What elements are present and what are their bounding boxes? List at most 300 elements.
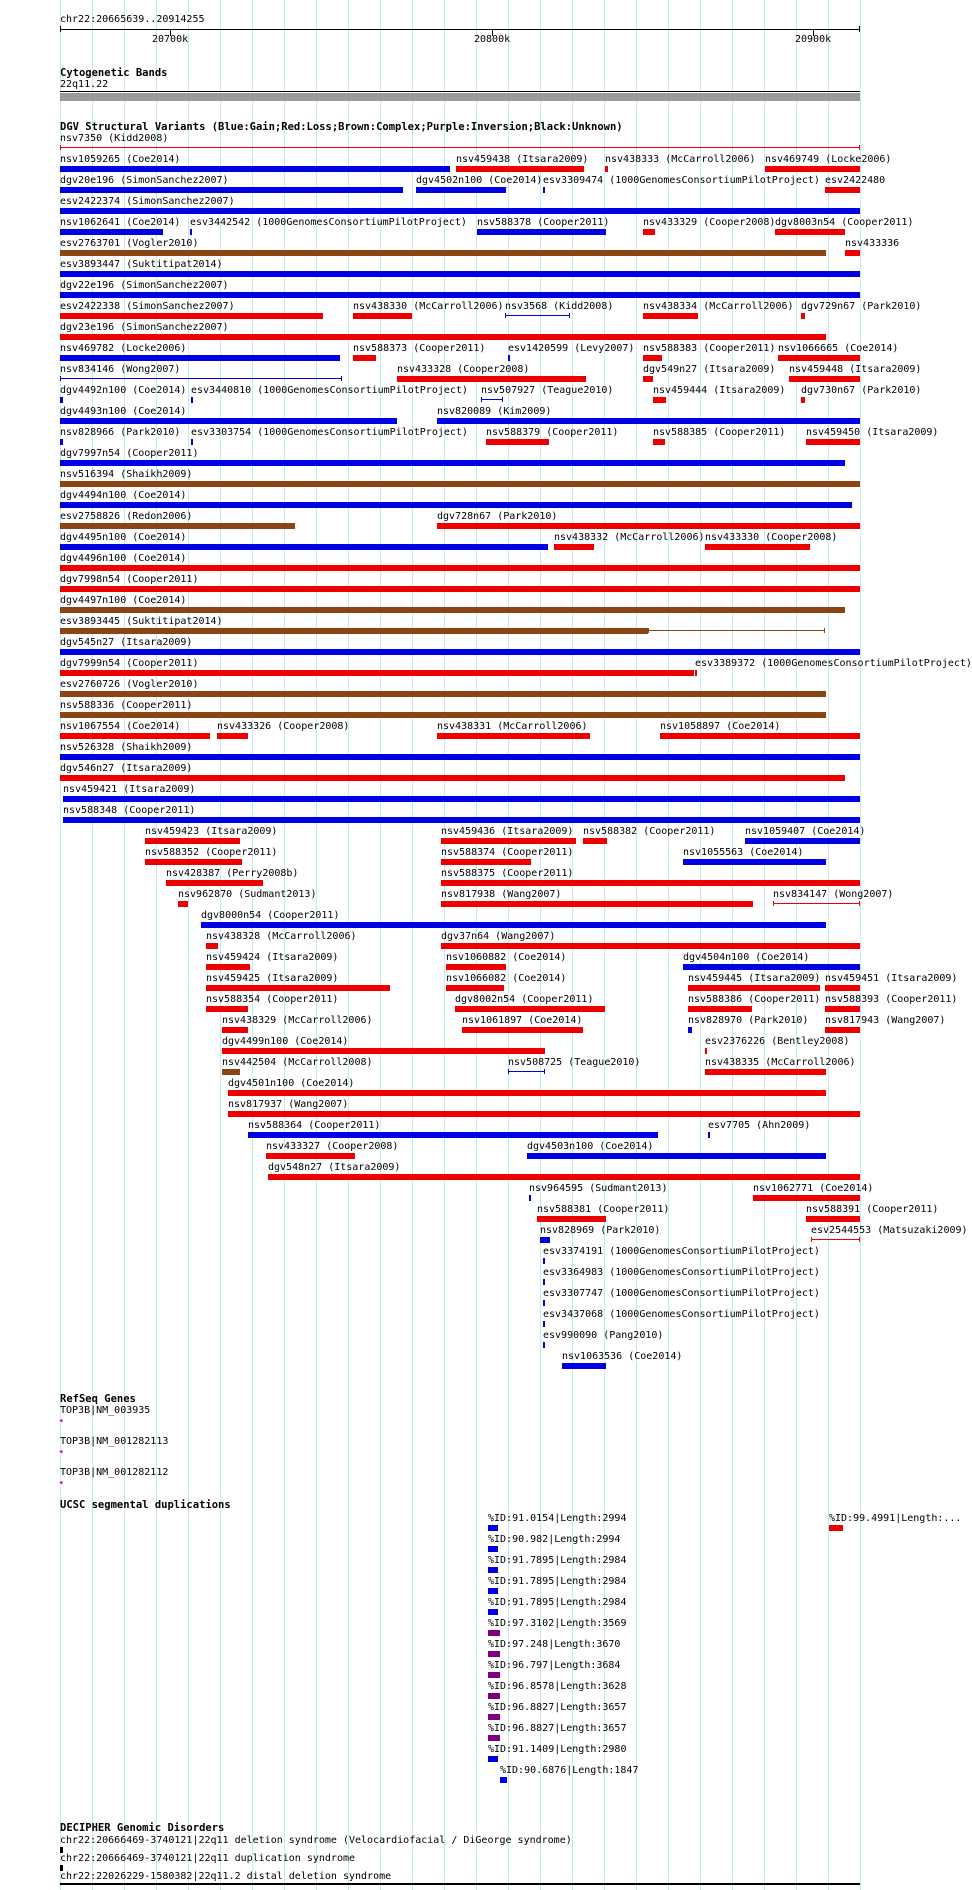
dgv-variant-label: nsv459436 (Itsara2009) (441, 826, 574, 837)
dgv-variant-bar[interactable] (455, 1006, 605, 1012)
dgv-variant-bar[interactable] (60, 334, 826, 340)
dgv-variant-label: nsv588352 (Cooper2011) (145, 847, 278, 858)
dgv-variant-bar[interactable] (60, 607, 845, 613)
dgv-variant-bar[interactable] (583, 838, 607, 844)
decipher-label: chr22:20666469-3740121|22q11 deletion syndrome (Velocardiofacial / DiGeorge syndrome) (60, 1835, 572, 1846)
dgv-variant-bar[interactable] (60, 565, 860, 571)
dgv-variant-label: nsv817943 (Wang2007) (825, 1015, 946, 1026)
dgv-variant-bar[interactable] (605, 166, 608, 172)
dgv-variant-label: dgv8002n54 (Cooper2011) (455, 994, 594, 1005)
segdup-label: %ID:97.248|Length:3670 (488, 1639, 621, 1650)
segdup-label: %ID:96.8827|Length:3657 (488, 1702, 627, 1713)
dgv-variant-bar[interactable] (60, 712, 826, 718)
dgv-variant-label: nsv817938 (Wang2007) (441, 889, 562, 900)
dgv-variant-bar[interactable] (60, 355, 340, 361)
dgv-variant-bar[interactable] (60, 418, 397, 424)
dgv-variant-label: esv3309474 (1000GenomesConsortiumPilotProject) (543, 175, 820, 186)
dgv-variant-label: dgv8000n54 (Cooper2011) (201, 910, 340, 921)
dgv-variant-label: nsv459425 (Itsara2009) (206, 973, 339, 984)
dgv-variant-label: dgv7998n54 (Cooper2011) (60, 574, 199, 585)
dgv-variant-label: esv2422338 (SimonSanchez2007) (60, 301, 235, 312)
dgv-variant-bar[interactable] (811, 1239, 860, 1240)
dgv-variant-bar[interactable] (543, 1321, 545, 1327)
dgv-variant-label: nsv508725 (Teague2010) (508, 1057, 641, 1068)
dgv-variant-bar[interactable] (554, 544, 594, 550)
dgv-variant-bar[interactable] (222, 1027, 248, 1033)
dgv-variant-bar[interactable] (481, 399, 503, 400)
segdup-bar[interactable] (488, 1651, 500, 1657)
dgv-variant-label: dgv730n67 (Park2010) (801, 385, 922, 396)
dgv-variant-label: dgv20e196 (SimonSanchez2007) (60, 175, 229, 186)
dgv-variant-bar[interactable] (145, 838, 240, 844)
dgv-variant-bar-end (859, 145, 860, 150)
dgv-variant-bar[interactable] (60, 733, 210, 739)
dgv-variant-bar[interactable] (206, 985, 390, 991)
dgv-variant-label: nsv588375 (Cooper2011) (441, 868, 574, 879)
dgv-variant-label: nsv820089 (Kim2009) (437, 406, 552, 417)
dgv-variant-bar[interactable] (825, 1006, 860, 1012)
gene-strand-icon[interactable]: ◂ (58, 1416, 64, 1426)
segdup-label: %ID:90.982|Length:2994 (488, 1534, 621, 1545)
dgv-variant-bar[interactable] (688, 1006, 752, 1012)
dgv-variant-bar[interactable] (543, 1279, 545, 1285)
segdup-label: %ID:91.0154|Length:2994 (488, 1513, 627, 1524)
dgv-variant-bar[interactable] (60, 586, 860, 592)
dgv-variant-bar[interactable] (60, 502, 852, 508)
dgv-variant-label: nsv459444 (Itsara2009) (653, 385, 786, 396)
dgv-variant-bar[interactable] (397, 376, 586, 382)
dgv-variant-bar[interactable] (441, 901, 753, 907)
dgv-variant-bar[interactable] (416, 187, 506, 193)
dgv-variant-label: nsv588354 (Cooper2011) (206, 994, 339, 1005)
dgv-variant-bar[interactable] (789, 376, 860, 382)
dgv-variant-bar[interactable] (801, 397, 805, 403)
dgv-variant-bar[interactable] (60, 439, 63, 445)
dgv-variant-bar[interactable] (191, 439, 193, 445)
dgv-variant-label: nsv1058897 (Coe2014) (660, 721, 781, 732)
dgv-variant-label: nsv588348 (Cooper2011) (63, 805, 196, 816)
dgv-variant-bar[interactable] (643, 376, 653, 382)
dgv-variant-label: esv3440810 (1000GenomesConsortiumPilotProject) (191, 385, 468, 396)
dgv-variant-label: nsv834146 (Wong2007) (60, 364, 181, 375)
dgv-variant-label: dgv4499n100 (Coe2014) (222, 1036, 349, 1047)
dgv-variant-bar[interactable] (441, 859, 531, 865)
dgv-variant-label: dgv4493n100 (Coe2014) (60, 406, 187, 417)
dgv-variant-label: nsv433327 (Cooper2008) (266, 1141, 399, 1152)
dgv-variant-label: nsv828969 (Park2010) (540, 1225, 661, 1236)
dgv-variant-bar[interactable] (708, 1132, 710, 1138)
dgv-variant-bar[interactable] (688, 985, 820, 991)
dgv-variant-label: esv2422480 (825, 175, 886, 186)
dgv-variant-bar[interactable] (643, 355, 662, 361)
segdup-bar[interactable] (488, 1588, 498, 1594)
dgv-variant-label: nsv588385 (Cooper2011) (653, 427, 786, 438)
dgv-variant-label: esv3307747 (1000GenomesConsortiumPilotProject) (543, 1288, 820, 1299)
dgv-variant-label: esv1420599 (Levy2007) (508, 343, 635, 354)
dgv-variant-bar[interactable] (745, 838, 860, 844)
dgv-variant-label: nsv588378 (Cooper2011) (477, 217, 610, 228)
dgv-variant-label: esv2758826 (Redon2006) (60, 511, 193, 522)
dgv-variant-label: dgv4504n100 (Coe2014) (683, 952, 810, 963)
dgv-variant-label: esv2544553 (Matsuzaki2009) (811, 1225, 968, 1236)
dgv-variant-label: esv7705 (Ahn2009) (708, 1120, 811, 1131)
dgv-variant-bar[interactable] (778, 355, 860, 361)
refseq-gene-label: TOP3B|NM_003935 (60, 1405, 151, 1416)
dgv-variant-label: dgv23e196 (SimonSanchez2007) (60, 322, 229, 333)
dgv-variant-bar[interactable] (801, 313, 805, 319)
dgv-variant-bar[interactable] (705, 1048, 707, 1054)
dgv-variant-label: nsv459424 (Itsara2009) (206, 952, 339, 963)
dgv-variant-label: esv990090 (Pang2010) (543, 1330, 664, 1341)
dgv-variant-label: nsv438330 (McCarroll2006) (353, 301, 504, 312)
dgv-variant-label: nsv588386 (Cooper2011) (688, 994, 821, 1005)
dgv-variant-bar[interactable] (222, 1069, 240, 1075)
dgv-variant-label: dgv548n27 (Itsara2009) (268, 1162, 401, 1173)
dgv-variant-bar[interactable] (206, 943, 218, 949)
dgv-variant-label: nsv588393 (Cooper2011) (825, 994, 958, 1005)
dgv-variant-bar[interactable] (486, 439, 549, 445)
dgv-variant-bar-end (648, 628, 649, 633)
dgv-variant-label: nsv588391 (Cooper2011) (806, 1204, 939, 1215)
dgv-variant-label: nsv428387 (Perry2008b) (166, 868, 299, 879)
dgv-variant-bar-end (811, 1237, 812, 1242)
dgv-variant-bar[interactable] (60, 250, 826, 256)
dgv-variant-bar[interactable] (441, 943, 860, 949)
dgv-variant-label: nsv438328 (McCarroll2006) (206, 931, 357, 942)
region-coordinates: chr22:20665639..20914255 (60, 14, 205, 25)
dgv-variant-label: nsv588373 (Cooper2011) (353, 343, 486, 354)
dgv-variant-bar[interactable] (228, 1090, 826, 1096)
dgv-variant-bar-end (505, 313, 506, 318)
dgv-variant-label: nsv7350 (Kidd2008) (60, 133, 169, 144)
segdup-bar[interactable] (488, 1714, 500, 1720)
dgv-variant-bar[interactable] (705, 1069, 826, 1075)
segdup-label: %ID:96.8827|Length:3657 (488, 1723, 627, 1734)
dgv-variant-label: nsv459423 (Itsara2009) (145, 826, 278, 837)
dgv-variant-label: dgv7999n54 (Cooper2011) (60, 658, 199, 669)
dgv-variant-bar[interactable] (695, 670, 697, 676)
dgv-variant-label: nsv1066082 (Coe2014) (446, 973, 567, 984)
dgv-variant-bar[interactable] (462, 1027, 583, 1033)
dgv-variant-label: esv3364983 (1000GenomesConsortiumPilotProject) (543, 1267, 820, 1278)
decipher-label: chr22:22026229-1580382|22q11.2 distal deletion syndrome (60, 1871, 392, 1882)
dgv-variant-bar[interactable] (222, 1048, 545, 1054)
dgv-variant-bar[interactable] (60, 691, 826, 697)
dgv-variant-bar[interactable] (266, 1153, 355, 1159)
dgv-variant-label: nsv438331 (McCarroll2006) (437, 721, 588, 732)
dgv-variant-bar[interactable] (60, 229, 163, 235)
dgv-variant-label: nsv438333 (McCarroll2006) (605, 154, 756, 165)
dgv-variant-label: nsv1066665 (Coe2014) (778, 343, 899, 354)
dgv-variant-label: esv2422374 (SimonSanchez2007) (60, 196, 235, 207)
dgv-variant-bar[interactable] (825, 1027, 860, 1033)
dgv-variant-bar[interactable] (753, 1195, 860, 1201)
dgv-variant-label: nsv1061897 (Coe2014) (462, 1015, 583, 1026)
dgv-variant-bar-end (859, 901, 860, 906)
segdup-bar[interactable] (488, 1756, 498, 1762)
segdup-label: %ID:96.797|Length:3684 (488, 1660, 621, 1671)
dgv-variant-bar[interactable] (60, 187, 403, 193)
dgv-variant-bar[interactable] (60, 397, 63, 403)
segdup-bar[interactable] (500, 1777, 507, 1783)
dgv-variant-label: dgv37n64 (Wang2007) (441, 931, 556, 942)
segdup-label: %ID:91.1409|Length:2980 (488, 1744, 627, 1755)
dgv-variant-label: nsv817937 (Wang2007) (228, 1099, 349, 1110)
dgv-variant-bar[interactable] (683, 964, 860, 970)
segdup-bar[interactable] (488, 1525, 498, 1531)
segdup-label: %ID:90.6876|Length:1847 (500, 1765, 639, 1776)
dgv-variant-label: nsv459450 (Itsara2009) (806, 427, 939, 438)
dgv-variant-bar[interactable] (190, 229, 192, 235)
dgv-variant-label: nsv433329 (Cooper2008) (643, 217, 776, 228)
dgv-variant-bar[interactable] (353, 355, 376, 361)
dgv-variant-bar[interactable] (825, 985, 860, 991)
dgv-variant-bar[interactable] (643, 229, 655, 235)
dgv-variant-bar[interactable] (60, 544, 548, 550)
dgv-variant-label: nsv433326 (Cooper2008) (217, 721, 350, 732)
dgv-variant-bar[interactable] (63, 817, 860, 823)
dgv-variant-bar[interactable] (60, 628, 648, 634)
dgv-variant-label: nsv964595 (Sudmant2013) (529, 1183, 668, 1194)
segdup-bar[interactable] (488, 1693, 500, 1699)
dgv-variant-label: nsv3568 (Kidd2008) (505, 301, 614, 312)
dgv-variant-bar[interactable] (437, 733, 590, 739)
dgv-variant-bar[interactable] (60, 649, 860, 655)
dgv-variant-label: nsv442504 (McCarroll2008) (222, 1057, 373, 1068)
dgv-variant-bar[interactable] (60, 166, 450, 172)
dgv-track-title: DGV Structural Variants (Blue:Gain;Red:Loss;Brown:Complex;Purple:Inversion;Black:Unknown) (60, 121, 623, 133)
gene-strand-icon[interactable]: ◂ (58, 1447, 64, 1457)
dgv-variant-label: nsv588381 (Cooper2011) (537, 1204, 670, 1215)
segdup-bar[interactable] (829, 1525, 843, 1531)
dgv-variant-label: nsv1059265 (Coe2014) (60, 154, 181, 165)
dgv-variant-bar[interactable] (268, 1174, 860, 1180)
dgv-variant-bar[interactable] (437, 418, 860, 424)
dgv-variant-label: nsv1059407 (Coe2014) (745, 826, 866, 837)
dgv-variant-label: nsv459448 (Itsara2009) (789, 364, 922, 375)
segdup-bar[interactable] (488, 1546, 498, 1552)
dgv-variant-bar[interactable] (477, 229, 606, 235)
dgv-variant-bar[interactable] (543, 1300, 545, 1306)
dgv-variant-bar-end (508, 1069, 509, 1074)
dgv-variant-label: dgv4492n100 (Coe2014) (60, 385, 187, 396)
dgv-variant-bar[interactable] (543, 187, 545, 193)
dgv-variant-label: nsv834147 (Wong2007) (773, 889, 894, 900)
dgv-variant-label: nsv438335 (McCarroll2006) (705, 1057, 856, 1068)
dgv-variant-bar[interactable] (660, 733, 860, 739)
dgv-variant-label: nsv588383 (Cooper2011) (643, 343, 776, 354)
dgv-variant-label: dgv729n67 (Park2010) (801, 301, 922, 312)
dgv-variant-bar[interactable] (60, 460, 845, 466)
dgv-variant-bar[interactable] (201, 922, 826, 928)
dgv-variant-bar[interactable] (705, 544, 810, 550)
dgv-variant-bar[interactable] (648, 630, 825, 631)
dgv-variant-bar[interactable] (206, 1006, 248, 1012)
dgv-variant-label: nsv459451 (Itsara2009) (825, 973, 958, 984)
dgv-variant-bar-end (773, 901, 774, 906)
dgv-variant-bar-end (481, 397, 482, 402)
dgv-variant-bar-end (569, 313, 570, 318)
dgv-variant-label: nsv507927 (Teague2010) (481, 385, 614, 396)
dgv-variant-bar[interactable] (688, 1027, 692, 1033)
dgv-variant-label: dgv4496n100 (Coe2014) (60, 553, 187, 564)
dgv-variant-bar[interactable] (217, 733, 248, 739)
segdup-bar[interactable] (488, 1735, 500, 1741)
dgv-variant-bar-end (60, 376, 61, 381)
dgv-variant-label: esv2376226 (Bentley2008) (705, 1036, 850, 1047)
dgv-variant-label: dgv4502n100 (Coe2014) (416, 175, 543, 186)
dgv-variant-label: dgv4503n100 (Coe2014) (527, 1141, 654, 1152)
dgv-variant-bar[interactable] (60, 670, 694, 676)
cytoband-name: 22q11.22 (60, 79, 109, 90)
dgv-variant-bar[interactable] (825, 187, 860, 193)
dgv-variant-label: nsv828970 (Park2010) (688, 1015, 809, 1026)
dgv-variant-bar[interactable] (806, 439, 860, 445)
dgv-variant-bar[interactable] (178, 901, 188, 907)
dgv-variant-label: nsv469782 (Locke2006) (60, 343, 187, 354)
dgv-variant-bar[interactable] (353, 313, 412, 319)
dgv-variant-bar-end (60, 145, 61, 150)
dgv-variant-bar[interactable] (773, 903, 860, 904)
decipher-bar[interactable] (60, 1883, 860, 1885)
dgv-variant-label: dgv8003n54 (Cooper2011) (775, 217, 914, 228)
dgv-variant-bar[interactable] (206, 964, 250, 970)
dgv-variant-bar[interactable] (446, 985, 504, 991)
dgv-variant-bar[interactable] (441, 880, 860, 886)
dgv-variant-bar[interactable] (527, 1153, 826, 1159)
dgv-variant-label: nsv433328 (Cooper2008) (397, 364, 530, 375)
dgv-variant-label: nsv1062641 (Coe2014) (60, 217, 181, 228)
ruler-tick-label: 20700k (152, 34, 189, 45)
dgv-variant-label: dgv4501n100 (Coe2014) (228, 1078, 355, 1089)
decipher-track-title: DECIPHER Genomic Disorders (60, 1822, 225, 1834)
ruler-tick-label: 20800k (474, 34, 511, 45)
dgv-variant-label: nsv1063536 (Coe2014) (562, 1351, 683, 1362)
segdup-label: %ID:91.7895|Length:2984 (488, 1597, 627, 1608)
dgv-variant-label: nsv828966 (Park2010) (60, 427, 181, 438)
dgv-variant-bar[interactable] (683, 859, 826, 865)
cytoband-track-title: Cytogenetic Bands (60, 67, 168, 79)
dgv-variant-label: nsv433330 (Cooper2008) (705, 532, 838, 543)
dgv-variant-label: dgv546n27 (Itsara2009) (60, 763, 193, 774)
segdup-bar[interactable] (488, 1672, 500, 1678)
dgv-variant-bar[interactable] (60, 775, 845, 781)
dgv-variant-bar[interactable] (456, 166, 584, 172)
dgv-variant-bar[interactable] (643, 313, 698, 319)
segdup-label: %ID:96.8578|Length:3628 (488, 1681, 627, 1692)
dgv-variant-label: nsv588336 (Cooper2011) (60, 700, 193, 711)
refseq-track-title: RefSeq Genes (60, 1393, 136, 1405)
dgv-variant-label: nsv962870 (Sudmant2013) (178, 889, 317, 900)
dgv-variant-bar[interactable] (508, 1071, 545, 1072)
dgv-variant-bar[interactable] (562, 1363, 606, 1369)
dgv-variant-bar[interactable] (248, 1132, 658, 1138)
dgv-variant-bar[interactable] (765, 166, 860, 172)
dgv-variant-bar[interactable] (437, 523, 860, 529)
dgv-variant-label: esv3893445 (Suktitipat2014) (60, 616, 223, 627)
dgv-variant-label: dgv728n67 (Park2010) (437, 511, 558, 522)
dgv-variant-bar[interactable] (228, 1111, 860, 1117)
dgv-variant-bar[interactable] (60, 481, 860, 487)
segdup-track-title: UCSC segmental duplications (60, 1499, 231, 1511)
refseq-gene-label: TOP3B|NM_001282112 (60, 1467, 169, 1478)
dgv-variant-label: nsv1062771 (Coe2014) (753, 1183, 874, 1194)
dgv-variant-bar[interactable] (537, 1216, 606, 1222)
dgv-variant-bar[interactable] (60, 147, 860, 148)
dgv-variant-bar[interactable] (446, 964, 506, 970)
dgv-variant-bar[interactable] (505, 315, 570, 316)
dgv-variant-bar[interactable] (775, 229, 845, 235)
dgv-variant-label: nsv469749 (Locke2006) (765, 154, 892, 165)
dgv-variant-bar[interactable] (543, 1258, 545, 1264)
dgv-variant-bar[interactable] (60, 292, 860, 298)
dgv-variant-label: esv3303754 (1000GenomesConsortiumPilotProject) (191, 427, 468, 438)
dgv-variant-label: dgv7997n54 (Cooper2011) (60, 448, 199, 459)
dgv-variant-bar[interactable] (60, 378, 342, 379)
dgv-variant-label: nsv438332 (McCarroll2006) (554, 532, 705, 543)
dgv-variant-bar[interactable] (845, 250, 860, 256)
dgv-variant-bar[interactable] (191, 397, 193, 403)
dgv-variant-label: esv3442542 (1000GenomesConsortiumPilotProject) (190, 217, 467, 228)
dgv-variant-bar[interactable] (508, 355, 510, 361)
dgv-variant-bar-end (859, 1237, 860, 1242)
dgv-variant-label: dgv4495n100 (Coe2014) (60, 532, 187, 543)
dgv-variant-bar[interactable] (653, 439, 665, 445)
dgv-variant-bar-end (341, 376, 342, 381)
dgv-variant-label: nsv1060882 (Coe2014) (446, 952, 567, 963)
dgv-variant-bar[interactable] (653, 397, 666, 403)
dgv-variant-label: nsv588374 (Cooper2011) (441, 847, 574, 858)
dgv-variant-label: nsv438334 (McCarroll2006) (643, 301, 794, 312)
dgv-variant-bar[interactable] (60, 271, 860, 277)
dgv-variant-label: dgv22e196 (SimonSanchez2007) (60, 280, 229, 291)
dgv-variant-label: dgv4497n100 (Coe2014) (60, 595, 187, 606)
dgv-variant-bar[interactable] (63, 796, 860, 802)
dgv-variant-label: dgv4494n100 (Coe2014) (60, 490, 187, 501)
dgv-variant-bar[interactable] (441, 838, 576, 844)
decipher-label: chr22:20666469-3740121|22q11 duplication syndrome (60, 1853, 356, 1864)
segdup-label: %ID:91.7895|Length:2984 (488, 1555, 627, 1566)
dgv-variant-bar[interactable] (60, 523, 295, 529)
segdup-bar[interactable] (488, 1567, 498, 1573)
segdup-bar[interactable] (488, 1609, 498, 1615)
segdup-label: %ID:97.3102|Length:3569 (488, 1618, 627, 1629)
dgv-variant-bar[interactable] (529, 1195, 531, 1201)
dgv-variant-bar[interactable] (540, 1237, 550, 1243)
dgv-variant-label: nsv588382 (Cooper2011) (583, 826, 716, 837)
dgv-variant-label: esv3389372 (1000GenomesConsortiumPilotProject) (695, 658, 972, 669)
segdup-bar[interactable] (488, 1630, 500, 1636)
gene-strand-icon[interactable]: ◂ (58, 1478, 64, 1488)
segdup-label: %ID:91.7895|Length:2984 (488, 1576, 627, 1587)
dgv-variant-bar[interactable] (60, 313, 323, 319)
dgv-variant-bar[interactable] (806, 1216, 860, 1222)
dgv-variant-label: esv3893447 (Suktitipat2014) (60, 259, 223, 270)
segdup-label: %ID:99.4991|Length:... (829, 1513, 962, 1524)
dgv-variant-label: esv3437068 (1000GenomesConsortiumPilotProject) (543, 1309, 820, 1320)
dgv-variant-bar[interactable] (60, 208, 860, 214)
dgv-variant-label: nsv459438 (Itsara2009) (456, 154, 589, 165)
refseq-gene-label: TOP3B|NM_001282113 (60, 1436, 169, 1447)
dgv-variant-label: nsv526328 (Shaikh2009) (60, 742, 193, 753)
dgv-variant-label: nsv588379 (Cooper2011) (486, 427, 619, 438)
dgv-variant-bar[interactable] (145, 859, 242, 865)
dgv-variant-bar[interactable] (60, 754, 860, 760)
dgv-variant-label: esv3374191 (1000GenomesConsortiumPilotProject) (543, 1246, 820, 1257)
dgv-variant-bar[interactable] (543, 1342, 545, 1348)
dgv-variant-bar[interactable] (166, 880, 263, 886)
dgv-variant-label: esv2760726 (Vogler2010) (60, 679, 199, 690)
